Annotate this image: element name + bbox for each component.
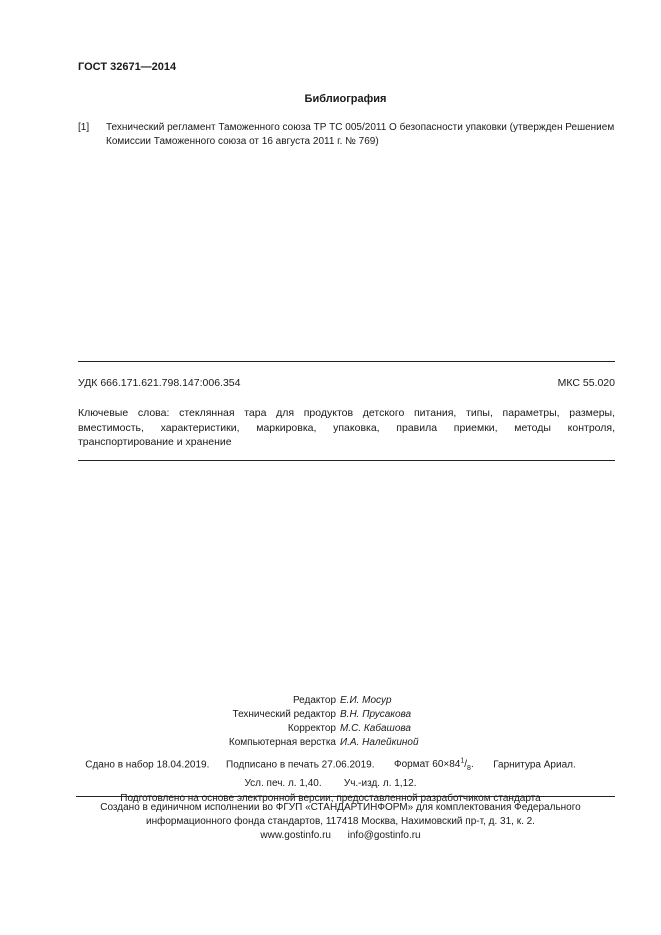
credit-corrector: [0, 722, 661, 736]
prepared-note: Подготовлено на основе электронной версии, предоставленной разработчиком стандарта: [120, 793, 541, 805]
font-info: Гарнитура Ариал.: [493, 759, 576, 771]
credit-role: Технический редактор: [232, 709, 336, 720]
publisher-footer: [0, 801, 661, 843]
credit-role: Редактор: [292, 695, 336, 706]
footer-line-2: информационного фонда стандартов, 117418 Москва, Нахимовский пр-т, д. 31, к. 2.: [146, 816, 535, 827]
footer-website-link[interactable]: www.gostinfo.ru: [260, 830, 331, 841]
print-info-line-2: [0, 776, 661, 791]
signed-date: Подписано в печать 27.06.2019.: [226, 759, 375, 771]
divider-top: [78, 361, 615, 362]
credit-editor: [0, 694, 661, 708]
format-sub: 8: [467, 765, 471, 773]
classification-row: [78, 377, 615, 389]
credit-name: В.Н. Прусакова: [340, 709, 412, 720]
page-header-standard: ГОСТ 32671—2014: [78, 61, 177, 73]
print-info-block: [0, 754, 661, 806]
format-info: Формат $60\times 84^1/_8$.: [393, 758, 474, 773]
credit-role: Корректор: [287, 723, 336, 734]
sent-date: Сдано в набор 18.04.2019.: [85, 759, 210, 771]
mks-code: МКС 55.020: [557, 377, 615, 389]
bibliography-entry-text: Технический регламент Таможенного союза ТР ТС 005/2011 О безопасности упаковки (утвержден Решением Комиссии Таможенного союза от 16 августа 2011 г. № 769): [106, 122, 615, 147]
credits-block: [0, 694, 661, 750]
credit-name: М.С. Кабашова: [340, 723, 411, 734]
keywords-paragraph: Ключевые слова: стеклянная тара для продуктов детского питания, типы, параметры, размеры, вместимость, характеристики, маркировка, упаковка, правила приемки, методы контроля, транспортирование и хранение: [78, 407, 615, 448]
bibliography-entry-number: [1]: [78, 122, 90, 133]
format-prefix: Формат 60×84: [393, 759, 461, 771]
publishing-sheets: Уч.-изд. л. 1,12.: [343, 778, 417, 790]
format-sup: 1: [460, 758, 465, 765]
footer-email-link[interactable]: info@gostinfo.ru: [347, 830, 421, 841]
credit-layout: [0, 736, 661, 750]
footer-line-1: Создано в единичном исполнении во ФГУП «СТАНДАРТИНФОРМ» для комплектования Федерального: [100, 802, 581, 813]
footer-contacts: [20, 829, 661, 843]
divider-footer: [76, 796, 615, 797]
credit-name: И.А. Налейкиной: [340, 737, 419, 748]
bibliography-title: Библиография: [304, 93, 387, 105]
credit-tech-editor: [0, 708, 661, 722]
bibliography-entry: [78, 121, 618, 149]
credit-name: Е.И. Мосур: [340, 695, 392, 706]
credit-role: Компьютерная верстка: [228, 737, 336, 748]
print-sheets: Усл. печ. л. 1,40.: [244, 778, 322, 790]
udk-code: УДК 666.171.621.798.147:006.354: [78, 377, 241, 389]
divider-keywords: [78, 460, 615, 461]
print-info-line-1: [0, 754, 661, 776]
